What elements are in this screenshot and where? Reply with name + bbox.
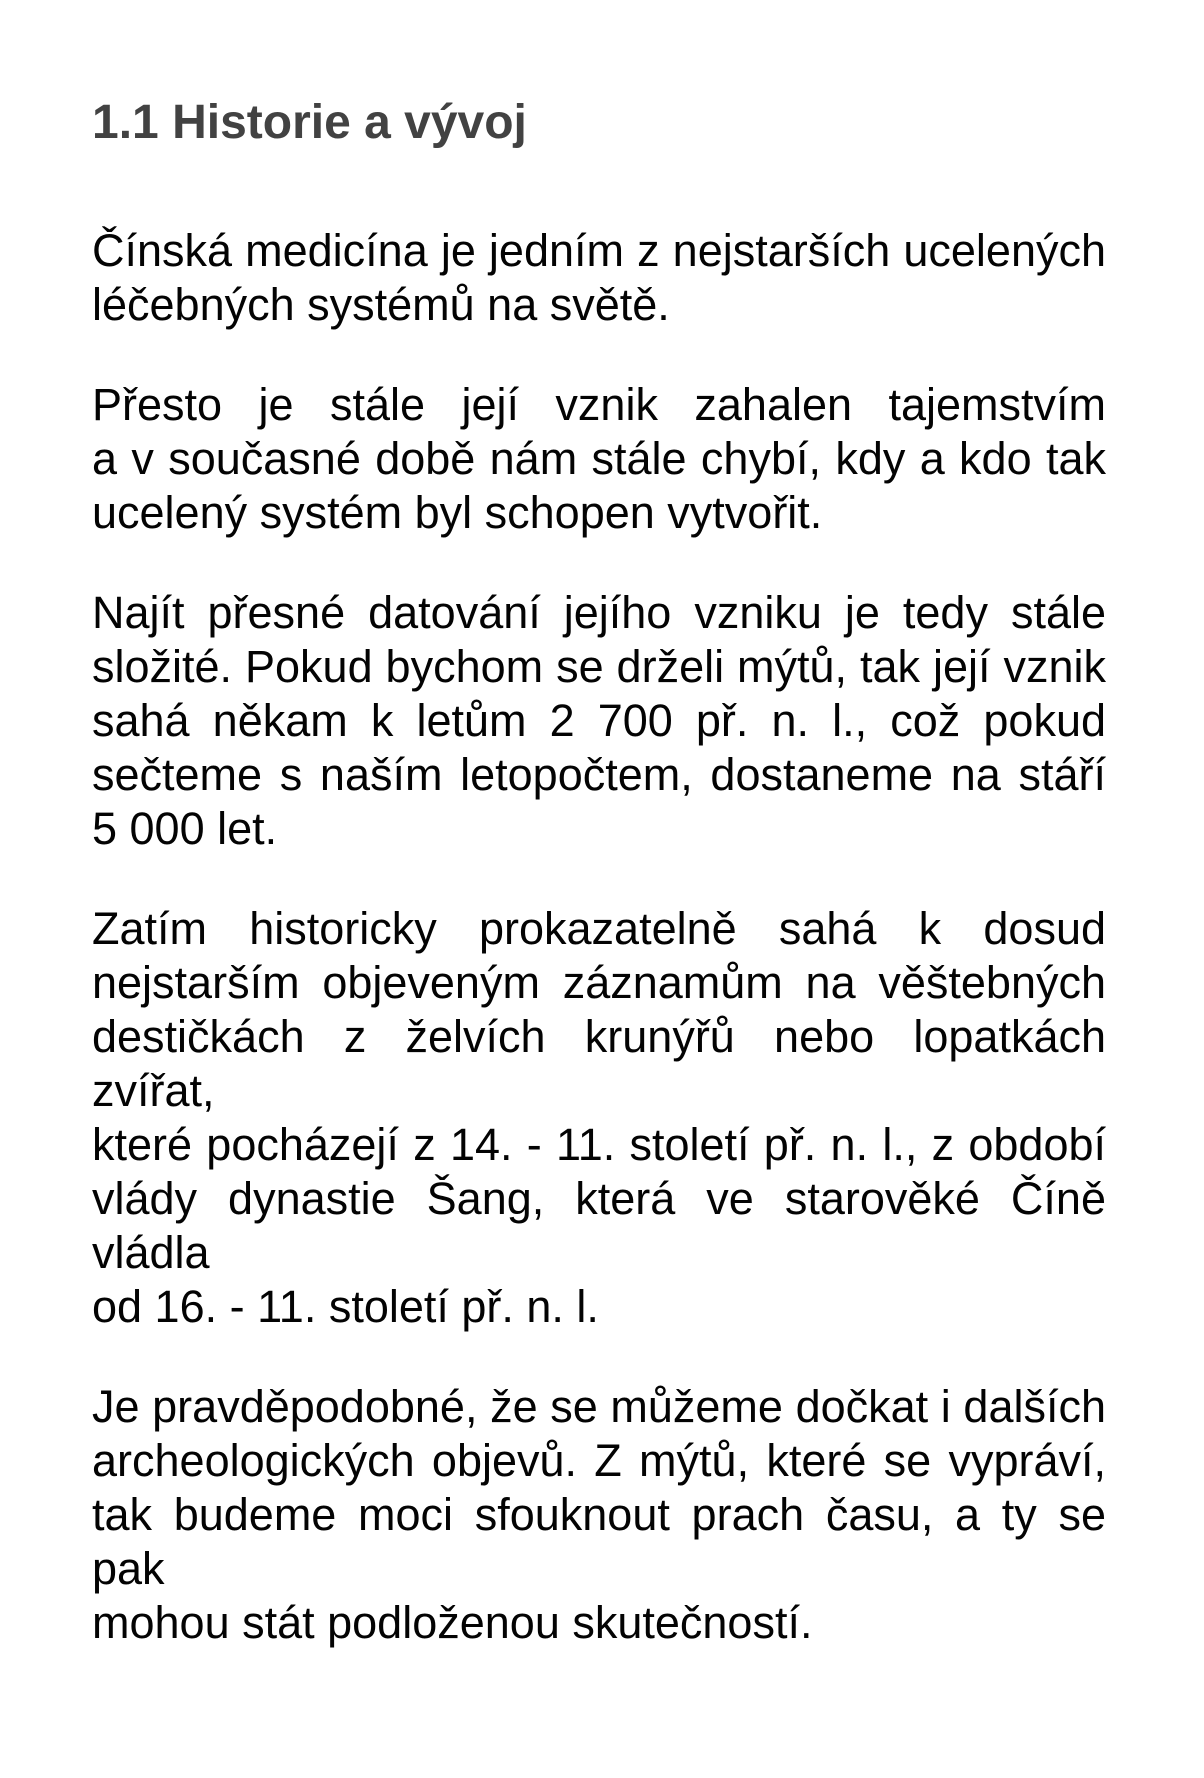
text-line: složité. Pokud bychom se drželi mýtů, tak její vznik xyxy=(92,641,1106,692)
paragraph xyxy=(92,902,1106,1334)
text-line: mohou stát podloženou skutečností. xyxy=(92,1597,813,1648)
text-line: Je pravděpodobné, že se můžeme dočkat i dalších xyxy=(92,1381,1106,1432)
text-line: nejstarším objeveným záznamům na věštebných xyxy=(92,957,1106,1008)
text-line: destičkách z želvích krunýřů nebo lopatkách zvířat, xyxy=(92,1011,1106,1116)
text-line: sahá někam k letům 2 700 př. n. l., což pokud xyxy=(92,695,1106,746)
text-line: a v současné době nám stále chybí, kdy a kdo tak xyxy=(92,433,1106,484)
paragraph xyxy=(92,378,1106,540)
text-line: Přesto je stále její vznik zahalen tajemstvím xyxy=(92,379,1106,430)
text-line: Čínská medicína je jedním z nejstarších ucelených xyxy=(92,225,1106,276)
text-line: vlády dynastie Šang, která ve starověké Číně vládla xyxy=(92,1173,1106,1278)
paragraph xyxy=(92,224,1106,332)
paragraph xyxy=(92,586,1106,856)
text-line: sečteme s naším letopočtem, dostaneme na stáří xyxy=(92,749,1106,800)
text-line: léčebných systémů na světě. xyxy=(92,279,670,330)
paragraph xyxy=(92,1380,1106,1650)
text-line: tak budeme moci sfouknout prach času, a ty se pak xyxy=(92,1489,1106,1594)
text-line: archeologických objevů. Z mýtů, které se vypráví, xyxy=(92,1435,1106,1486)
text-line: od 16. - 11. století př. n. l. xyxy=(92,1281,599,1332)
section-heading: 1.1 Historie a vývoj xyxy=(92,96,527,149)
text-line: Najít přesné datování jejího vzniku je tedy stále xyxy=(92,587,1106,638)
body-text xyxy=(92,224,1106,1650)
text-line: které pocházejí z 14. - 11. století př. n. l., z období xyxy=(92,1119,1106,1170)
text-line: ucelený systém byl schopen vytvořit. xyxy=(92,487,823,538)
text-line: Zatím historicky prokazatelně sahá k dosud xyxy=(92,903,1106,954)
text-line: 5 000 let. xyxy=(92,803,278,854)
